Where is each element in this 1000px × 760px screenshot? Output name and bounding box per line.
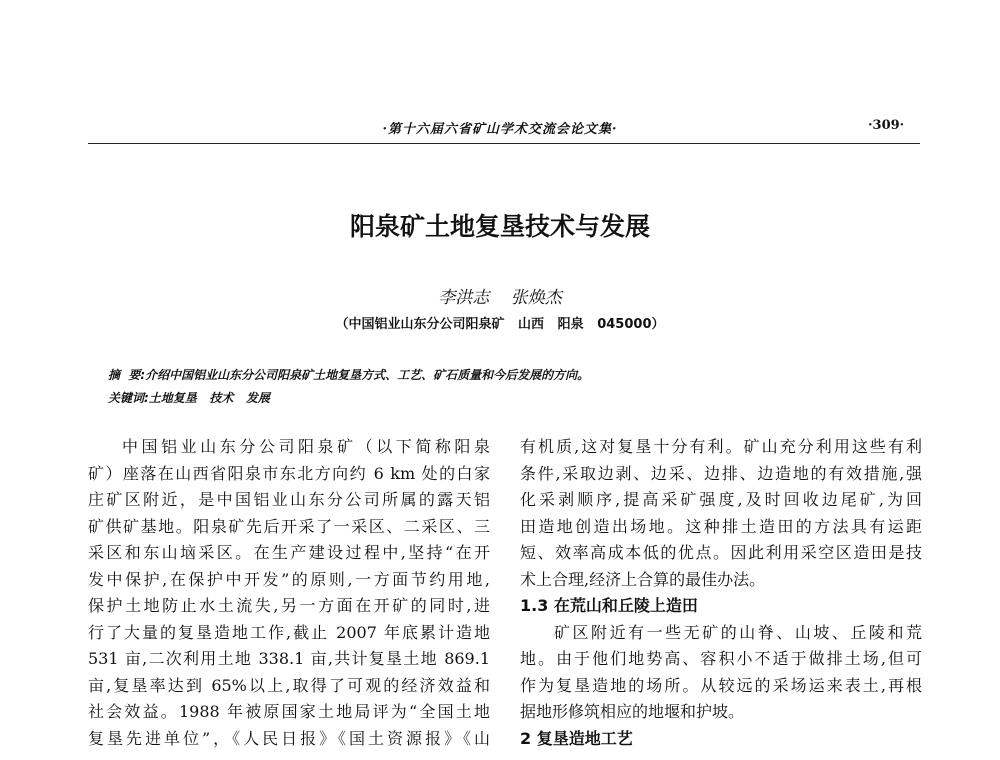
section-heading-2: 2 复垦造地工艺 bbox=[520, 728, 633, 748]
text-line: 复垦先进单位”，《人民日报》《国土资源报》《山 bbox=[88, 728, 490, 748]
authors: 李洪志 张焕杰 bbox=[438, 288, 562, 308]
text-line: 保护土地防止水土流失,另一方面在开矿的同时,进 bbox=[88, 596, 490, 615]
text-line: 有机质,这对复垦十分有利。矿山充分利用这些有利 bbox=[520, 437, 922, 456]
text-line: 据地形修筑相应的地堰和护坡。 bbox=[520, 702, 745, 721]
text-line: 庄矿区附近，是中国铝业山东分公司所属的露天铝 bbox=[88, 490, 490, 509]
affiliation: （中国铝业山东分公司阳泉矿 山西 阳泉 045000） bbox=[335, 317, 665, 332]
body-column-right bbox=[520, 434, 922, 752]
section-heading-1-3: 1.3 在荒山和丘陵上造田 bbox=[520, 596, 698, 615]
text-line: 矿）座落在山西省阳泉市东北方向约 6 km 处的白家 bbox=[88, 463, 490, 483]
running-head: ·第十六届六省矿山学术交流会论文集· bbox=[382, 122, 618, 137]
header-rule bbox=[88, 143, 920, 144]
text-line: 社会效益。1988 年被原国家土地局评为“全国土地 bbox=[88, 702, 490, 721]
text-line: 化采剥顺序,提高采矿强度,及时回收边尾矿,为回 bbox=[520, 490, 922, 509]
text-line: 短、效率高成本低的优点。因此利用采空区造田是技 bbox=[520, 543, 922, 562]
text-line: 条件,采取边剥、边采、边排、边造地的有效措施,强 bbox=[520, 463, 922, 483]
text-line: 亩,复垦率达到 65%以上,取得了可观的经济效益和 bbox=[88, 675, 490, 695]
keywords: 关键词:土地复垦 技术 发展 bbox=[108, 391, 270, 405]
text-line: 田造地创造出场地。这种排土造田的方法具有运距 bbox=[520, 516, 922, 536]
text-line: 作为复垦造地的场所。从较远的采场运来表土,再根 bbox=[520, 675, 922, 695]
text-line: 矿供矿基地。阳泉矿先后开采了一采区、二采区、三 bbox=[88, 516, 490, 536]
text-line: 行了大量的复垦造地工作,截止 2007 年底累计造地 bbox=[88, 622, 490, 642]
text-line: 矿区附近有一些无矿的山脊、山坡、丘陵和荒 bbox=[554, 622, 922, 642]
body-column-left bbox=[88, 434, 490, 752]
text-line: 地。由于他们地势高、容积小不适于做排土场,但可 bbox=[520, 649, 922, 668]
text-line: 采区和东山垴采区。在生产建设过程中,坚持“在开 bbox=[88, 543, 490, 562]
abstract: 摘 要:介绍中国铝业山东分公司阳泉矿土地复垦方式、工艺、矿石质量和今后发展的方向。 bbox=[108, 368, 590, 382]
text-line: 发中保护,在保护中开发”的原则,一方面节约用地, bbox=[88, 569, 490, 589]
text-line: 中国铝业山东分公司阳泉矿（以下简称阳泉 bbox=[122, 437, 490, 456]
text-line: 术上合理,经济上合算的最佳办法。 bbox=[520, 569, 766, 589]
page-number: ·309· bbox=[868, 118, 905, 133]
text-line: 531 亩,二次利用土地 338.1 亩,共计复垦土地 869.1 bbox=[88, 649, 490, 668]
paper-title: 阳泉矿土地复垦技术与发展 bbox=[349, 212, 650, 241]
